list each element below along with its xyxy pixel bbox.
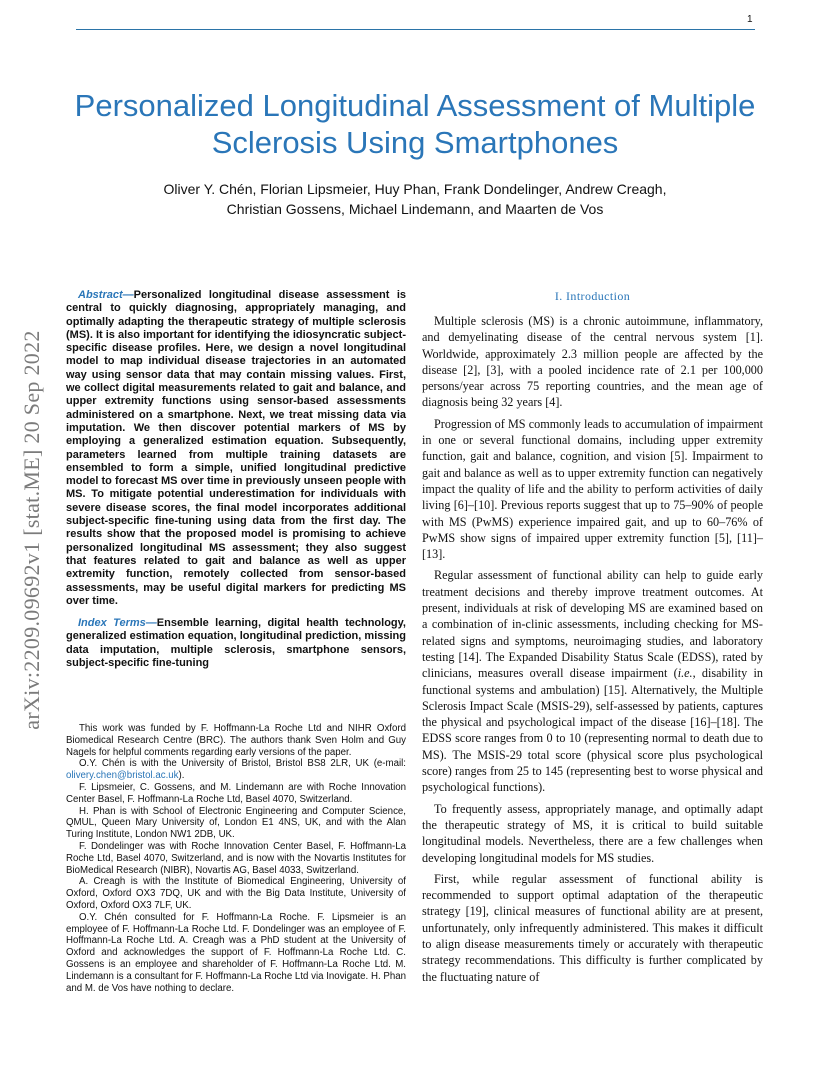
index-terms-text: Ensemble learning, digital health technology, generalized estimation equation, longitudinal prediction, missing data imputation, multiple sclerosis, smartphone sensors, subject-specific fine-tuning — [66, 617, 406, 670]
section-heading-introduction: I. Introduction — [554, 289, 631, 303]
intro-paragraph-2: Progression of MS commonly leads to accumulation of impairment in one or several functional domains, including upper extremity function, gait and balance, cognition, and vision [5]. Impairment to gait and balance as well as to upper extremity function can negatively impact the quality of life and the ability to perform activities of daily living [6]–[10]. Previous reports suggest that up to 75–90% of people with MS (PwMS) experience impaired gait, and up to 60–76% of PwMS show signs of impaired upper extremity function [5], [11]–[13]. — [422, 416, 763, 562]
intro-paragraph-3 — [422, 567, 763, 795]
header-rule — [76, 29, 755, 30]
intro-paragraph-3-part-a: Regular assessment of functional ability can help to guide early treatment decisions and thereby improve treatment outcomes. At present, individuals at risk of developing MS are examined based on a combination of in-clinic assessments, including checking for MS-related signs and symptoms, neuroimaging studies, and laboratory testing [14]. The Expanded Disability Status Scale (EDSS), rated by clinicians, measures overall disease impairment ( — [422, 568, 763, 681]
footnote-conflicts: O.Y. Chén consulted for F. Hoffmann-La Roche. F. Lipsmeier is an employee of F. Hoffmann-La Roche Ltd. F. Dondelinger was an employee of F. Hoffmann-La Roche Ltd. A. Creagh was a PhD student at the University of Oxford and acknowledges the support of F. Hoffmann-La Roche Ltd. C. Gossens is an employee and shareholder of F. Hoffmann-La Roche Ltd. M. Lindemann is a consultant for F. Hoffmann-La Roche Ltd via Inovigate. H. Phan and M. de Vos have nothing to declare. — [66, 911, 406, 994]
right-column — [422, 289, 763, 990]
abstract-text: Personalized longitudinal disease assessment is central to quickly diagnosing, appropriately managing, and optimally adapting the therapeutic strategy of multiple sclerosis (MS). It is also important for identifying the idiosyncratic subject-specific disease profiles. Here, we design a novel longitudinal model to map individual disease trajectories in an automated way using sensor data that may contain missing values. First, we collect digital measurements related to gait and balance, and upper extremity functions using sensor-based assessments administered on a smartphone. Next, we treat missing data via imputation. We then discover potential markers of MS by employing a generalized estimation equation. Subsequently, parameters learned from multiple training datasets are ensembled to form a simple, unified longitudinal predictive model to forecast MS over time in previously unseen people with MS. To mitigate potential underestimation for individuals with severe disease scores, the final model incorporates additional subject-specific fine-tuning using data from the first day. The results show that the proposed model is promising to achieve personalized longitudinal MS assessment; they also suggest that features related to gait and balance as well as upper extremity function, remotely collected from sensor-based assessments, may be useful digital markers for predicting MS over time. — [66, 289, 406, 607]
left-column — [66, 289, 406, 681]
abstract-dash: — — [122, 289, 134, 301]
author-line-2: Christian Gossens, Michael Lindemann, and Maarten de Vos — [226, 200, 604, 217]
index-terms-dash: — — [145, 617, 157, 630]
index-terms — [66, 617, 406, 670]
footnote-funding: This work was funded by F. Hoffmann-La Roche Ltd and NIHR Oxford Biomedical Research Centre (BRC). The authors thank Sven Holm and Guy Nagels for helpful comments regarding early versions of the paper. — [66, 723, 406, 758]
abstract — [66, 289, 406, 608]
arxiv-stamp — [18, 290, 46, 770]
paper-title: Personalized Longitudinal Assessment of Multiple Sclerosis Using Smartphones — [74, 88, 756, 160]
intro-paragraph-1: Multiple sclerosis (MS) is a chronic autoimmune, inflammatory, and demyelinating disease of the central nervous system [1]. Worldwide, approximately 2.3 million people are affected by the disease [2], [3], with a pooled incidence rate of 2.1 per 100,000 persons/year across 75 reporting countries, and the mean age of diagnosis being 32 years [4]. — [422, 314, 763, 410]
author-line-1: Oliver Y. Chén, Florian Lipsmeier, Huy Phan, Frank Dondelinger, Andrew Creagh, — [163, 181, 667, 197]
author-list — [90, 180, 740, 219]
intro-paragraph-3-ie: i.e. — [677, 666, 693, 681]
footnote-roche: F. Lipsmeier, C. Gossens, and M. Lindemann are with Roche Innovation Center Basel, F. Hoffmann-La Roche Ltd, Basel 4070, Switzerland. — [66, 781, 406, 805]
footnote-chen-text: O.Y. Chén is with the University of Bristol, Bristol BS8 2LR, UK (e-mail: — [79, 758, 406, 770]
footnote-dondelinger: F. Dondelinger was with Roche Innovation Center Basel, F. Hoffmann-La Roche Ltd, Basel 4070, Switzerland, and is now with the Novartis Institutes for BioMedical Research (NIBR), Novartis AG, Basel 4033, Switzerland. — [66, 840, 406, 876]
email-link[interactable]: olivery.chen@bristol.ac.uk — [66, 770, 179, 782]
arxiv-stamp-text: arXiv:2209.09692v1 [stat.ME] 20 Sep 2022 — [19, 330, 44, 730]
abstract-label: Abstract — [78, 289, 123, 301]
intro-paragraph-4: To frequently assess, appropriately manage, and optimally adapt the therapeutic strategy of MS, it is critical to build suitable longitudinal models. Nevertheless, there are a few challenges when developing longitudinal models for MS studies. — [422, 801, 763, 865]
footnote-chen-end: ). — [178, 770, 185, 782]
intro-paragraph-5: First, while regular assessment of functional ability is recommended to support optimal adaptation of the therapeutic strategy [19], clinical measures of functional ability are at present, unfortunately, only infrequently administered. This makes it difficult to align disease measurements timely or accurately with therapeutic strategy recommendations. This difficulty is further complicated by the fluctuating nature of — [422, 871, 763, 984]
footnotes — [66, 723, 406, 994]
page-number: 1 — [747, 14, 753, 25]
footnote-creagh: A. Creagh is with the Institute of Biomedical Engineering, University of Oxford, Oxford OX3 7DQ, UK and with the Big Data Institute, University of Oxford, Oxford OX3 7LF, UK. — [66, 876, 406, 911]
footnote-phan: H. Phan is with School of Electronic Engineering and Computer Science, QMUL, Queen Mary University of, London E1 4NS, UK, and with the Alan Turing Institute, London NW1 2DB, UK. — [66, 805, 406, 841]
intro-paragraph-3-part-b: , disability in functional systems and ambulation) [15]. Alternatively, the Multiple Sclerosis Impact Scale (MSIS-29), self-assessed by patients, captures the physical and psychological impact of the disease [16]–[18]. The EDSS score ranges from 0 to 10 (representing normal to death due to MS). The MSIS-29 total score (physical score plus psychological score) ranges from 25 to 145 (representing best to worse physical and psychological functions). — [422, 666, 763, 795]
index-terms-label: Index Terms — [78, 617, 146, 630]
footnote-chen — [66, 758, 406, 782]
